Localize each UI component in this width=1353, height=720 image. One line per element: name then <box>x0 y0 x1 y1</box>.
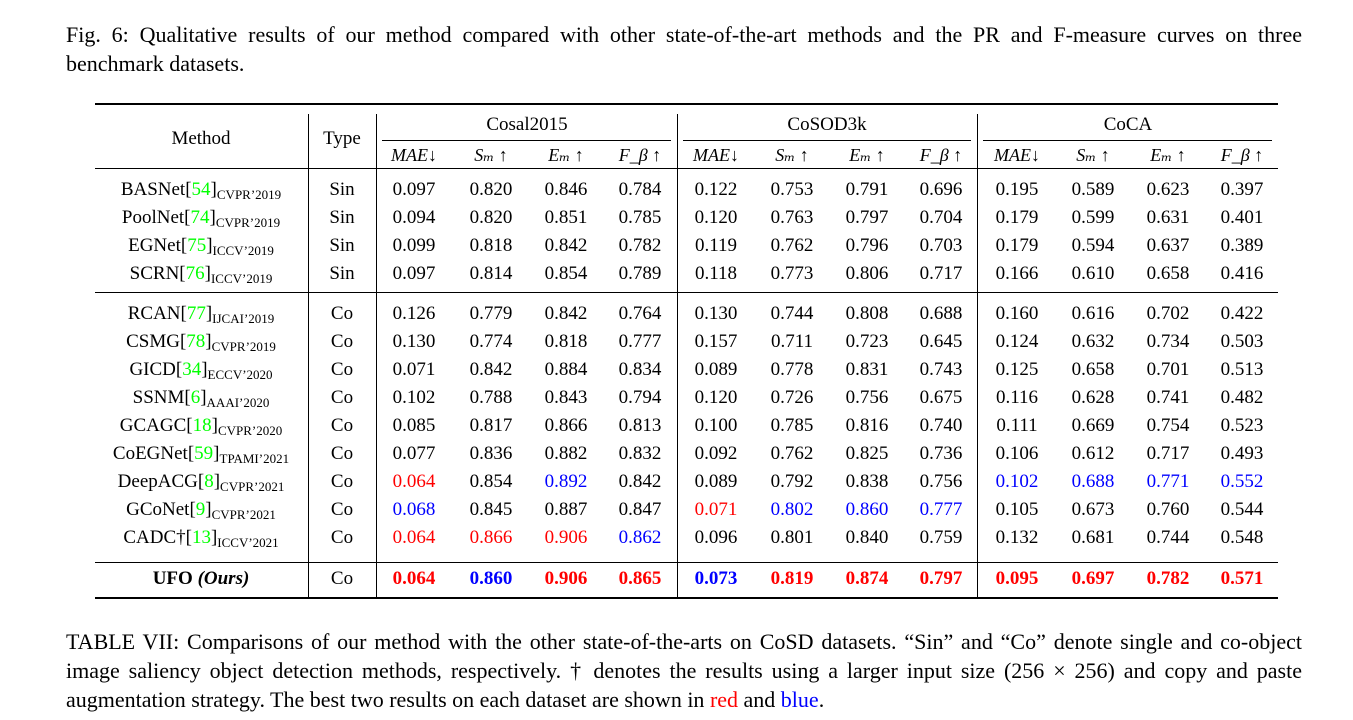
metric-value: 0.089 <box>694 471 738 492</box>
method-type: Sin <box>329 235 355 256</box>
metric-value: 0.704 <box>919 207 963 228</box>
metric-value-ours: 0.865 <box>618 568 662 589</box>
metric-value: 0.157 <box>694 331 738 352</box>
metric-value: 0.102 <box>392 387 436 408</box>
metric-value: 0.118 <box>694 263 738 284</box>
bracket: ] <box>210 179 217 200</box>
metric-value: 0.096 <box>694 527 738 548</box>
metric-value: 0.792 <box>770 471 814 492</box>
method-name <box>118 471 285 498</box>
method-label: GCoNet <box>126 499 190 520</box>
metric-value: 0.681 <box>1071 527 1115 548</box>
metric-value: 0.887 <box>544 499 588 520</box>
bracket: [ <box>189 499 196 520</box>
method-name <box>126 331 276 358</box>
metric-value: 0.736 <box>919 443 963 464</box>
dataset-header: Cosal2015 <box>486 114 568 135</box>
metric-value: 0.797 <box>845 207 889 228</box>
table-caption-middle: and <box>738 687 781 712</box>
method-name <box>120 415 282 442</box>
bracket: [ <box>197 471 205 492</box>
bracket: [ <box>180 303 187 324</box>
metric-value: 0.092 <box>694 443 738 464</box>
metric-value: 0.842 <box>544 303 588 324</box>
method-name <box>129 359 272 386</box>
metric-value: 0.779 <box>469 303 513 324</box>
bracket: ] <box>205 499 212 520</box>
citation-link[interactable]: 78 <box>186 331 206 352</box>
metric-value-ours: 0.797 <box>919 568 963 589</box>
metric-value: 0.762 <box>770 235 814 256</box>
metric-value: 0.544 <box>1220 499 1264 520</box>
header-type: Type <box>323 128 361 149</box>
metric-header: Eₘ ↑ <box>849 145 885 165</box>
metric-value: 0.623 <box>1146 179 1190 200</box>
metric-value: 0.860 <box>845 499 889 520</box>
metric-value: 0.099 <box>392 235 436 256</box>
dataset-cmidrule <box>983 140 1272 141</box>
metric-value: 0.734 <box>1146 331 1190 352</box>
method-name <box>126 499 276 526</box>
metric-value: 0.882 <box>544 443 588 464</box>
metric-value: 0.126 <box>392 303 436 324</box>
metric-value: 0.838 <box>845 471 889 492</box>
bracket: [ <box>184 207 191 228</box>
dataset-header: CoSOD3k <box>787 114 867 135</box>
method-label: CSMG <box>126 331 180 352</box>
metric-value: 0.064 <box>392 471 436 492</box>
metric-value: 0.723 <box>845 331 889 352</box>
citation-link[interactable]: 77 <box>186 303 206 324</box>
citation-link[interactable]: 76 <box>185 263 205 284</box>
metric-value: 0.132 <box>995 527 1039 548</box>
metric-value: 0.631 <box>1146 207 1190 228</box>
citation-link[interactable]: 59 <box>194 443 214 464</box>
venue-label: CVPR’2019 <box>215 215 281 230</box>
table-caption <box>66 627 1302 714</box>
method-label: GCAGC <box>119 415 187 436</box>
method-label: CADC† <box>123 527 186 548</box>
metric-value: 0.784 <box>618 179 662 200</box>
metric-value: 0.077 <box>392 443 436 464</box>
metric-value: 0.854 <box>544 263 588 284</box>
citation-link[interactable]: 6 <box>190 387 201 408</box>
bracket: ] <box>206 235 213 256</box>
citation-link[interactable]: 13 <box>191 527 211 548</box>
venue-label: TPAMI’2021 <box>219 451 290 466</box>
metric-value: 0.389 <box>1220 235 1264 256</box>
venue-label: ICCV’2019 <box>210 271 273 286</box>
method-type: Sin <box>329 179 355 200</box>
metric-value: 0.064 <box>392 527 436 548</box>
metric-value: 0.785 <box>770 415 814 436</box>
method-label: SCRN <box>129 263 180 284</box>
metric-value: 0.703 <box>919 235 963 256</box>
bracket: ] <box>205 303 213 324</box>
bracket: [ <box>187 443 195 464</box>
metric-value: 0.740 <box>919 415 963 436</box>
metric-header: Sₘ ↑ <box>1076 145 1110 165</box>
metric-value: 0.688 <box>919 303 963 324</box>
metric-value-ours: 0.819 <box>770 568 814 589</box>
method-type: Sin <box>329 263 355 284</box>
method-name <box>123 527 278 554</box>
method-name <box>133 387 270 414</box>
metric-value: 0.817 <box>469 415 513 436</box>
metric-value: 0.741 <box>1146 387 1190 408</box>
metric-value: 0.102 <box>995 471 1039 492</box>
method-label: RCAN <box>127 303 181 324</box>
method-label: SSNM <box>132 387 185 408</box>
method-name <box>128 303 275 330</box>
method-type: Co <box>330 471 354 492</box>
method-type-ours: Co <box>330 568 354 589</box>
metric-value: 0.814 <box>469 263 513 284</box>
metric-value: 0.832 <box>618 443 662 464</box>
metric-value: 0.836 <box>469 443 513 464</box>
metric-value: 0.701 <box>1146 359 1190 380</box>
metric-value: 0.658 <box>1071 359 1115 380</box>
metric-value: 0.097 <box>392 263 436 284</box>
citation-link[interactable]: 74 <box>190 207 210 228</box>
method-type: Co <box>330 359 354 380</box>
venue-label: CVPR’2019 <box>216 187 282 202</box>
metric-value: 0.808 <box>845 303 889 324</box>
metric-value: 0.179 <box>995 235 1039 256</box>
metric-value: 0.884 <box>544 359 588 380</box>
metric-header: Sₘ ↑ <box>474 145 508 165</box>
metric-value: 0.658 <box>1146 263 1190 284</box>
method-type: Co <box>330 443 354 464</box>
metric-value: 0.120 <box>694 207 738 228</box>
metric-value: 0.818 <box>544 331 588 352</box>
metric-value-ours: 0.073 <box>694 568 738 589</box>
metric-value: 0.100 <box>694 415 738 436</box>
metric-value: 0.774 <box>469 331 513 352</box>
metric-value: 0.846 <box>544 179 588 200</box>
metric-value: 0.130 <box>694 303 738 324</box>
metric-header: F_β ↑ <box>919 145 963 165</box>
metric-value: 0.645 <box>919 331 963 352</box>
venue-label: ICCV’2021 <box>217 535 279 550</box>
metric-header: MAE↓ <box>391 145 437 165</box>
citation-link[interactable]: 9 <box>195 499 206 520</box>
metric-value: 0.759 <box>919 527 963 548</box>
metric-value: 0.842 <box>469 359 513 380</box>
table-caption-red-word: red <box>709 687 739 712</box>
venue-label: CVPR’2021 <box>211 507 276 522</box>
metric-value: 0.760 <box>1146 499 1190 520</box>
metric-value: 0.401 <box>1220 207 1264 228</box>
metric-header: Eₘ ↑ <box>1150 145 1186 165</box>
metric-value: 0.616 <box>1071 303 1115 324</box>
bracket: [ <box>186 415 193 436</box>
metric-value-ours: 0.906 <box>544 568 588 589</box>
metric-value: 0.789 <box>618 263 662 284</box>
metric-value: 0.552 <box>1220 471 1264 492</box>
bracket: [ <box>179 331 187 352</box>
citation-link[interactable]: 8 <box>204 471 214 492</box>
metric-header: Eₘ ↑ <box>548 145 584 165</box>
ours-label: UFO <box>152 568 198 589</box>
metric-value: 0.589 <box>1071 179 1115 200</box>
header-method: Method <box>171 128 231 149</box>
metric-value: 0.717 <box>919 263 963 284</box>
method-type: Co <box>330 387 354 408</box>
method-type: Co <box>330 303 354 324</box>
metric-value: 0.688 <box>1071 471 1115 492</box>
metric-value: 0.854 <box>469 471 513 492</box>
metric-value: 0.744 <box>1146 527 1190 548</box>
metric-value: 0.085 <box>392 415 436 436</box>
metric-value: 0.675 <box>919 387 963 408</box>
bracket: [ <box>179 263 186 284</box>
ours-suffix: (Ours) <box>197 568 250 589</box>
metric-value: 0.482 <box>1220 387 1264 408</box>
metric-value: 0.816 <box>845 415 889 436</box>
metric-value: 0.862 <box>618 527 662 548</box>
venue-label: CVPR’2020 <box>217 423 283 438</box>
metric-value: 0.130 <box>392 331 436 352</box>
metric-value: 0.166 <box>995 263 1039 284</box>
metric-value: 0.094 <box>392 207 436 228</box>
venue-label: AAAI’2020 <box>206 395 270 410</box>
metric-value: 0.892 <box>544 471 588 492</box>
metric-value: 0.771 <box>1146 471 1190 492</box>
metric-value: 0.726 <box>770 387 814 408</box>
bracket: ] <box>213 471 221 492</box>
metric-value: 0.416 <box>1220 263 1264 284</box>
metric-value: 0.756 <box>919 471 963 492</box>
metric-value: 0.791 <box>845 179 889 200</box>
metric-value: 0.071 <box>694 499 738 520</box>
metric-value: 0.762 <box>770 443 814 464</box>
metric-value: 0.820 <box>469 207 513 228</box>
bracket: ] <box>204 263 211 284</box>
metric-value: 0.071 <box>392 359 436 380</box>
metric-value: 0.796 <box>845 235 889 256</box>
metric-value: 0.756 <box>845 387 889 408</box>
venue-label: IJCAI’2019 <box>212 311 275 326</box>
metric-value: 0.847 <box>618 499 662 520</box>
citation-link[interactable]: 34 <box>182 359 202 380</box>
metric-value: 0.754 <box>1146 415 1190 436</box>
metric-value: 0.843 <box>544 387 588 408</box>
metric-value: 0.696 <box>919 179 963 200</box>
ours-rule <box>95 562 1278 563</box>
metric-value: 0.124 <box>995 331 1039 352</box>
bracket: ] <box>200 387 207 408</box>
column-divider <box>677 114 678 598</box>
method-label: DeepACG <box>117 471 198 492</box>
bracket: ] <box>205 331 212 352</box>
metric-value: 0.782 <box>618 235 662 256</box>
citation-link[interactable]: 18 <box>192 415 212 436</box>
metric-value: 0.813 <box>618 415 662 436</box>
metric-value: 0.513 <box>1220 359 1264 380</box>
bracket: ] <box>213 443 220 464</box>
venue-label: CVPR’2021 <box>220 479 285 494</box>
metric-value: 0.125 <box>995 359 1039 380</box>
method-type: Co <box>330 415 354 436</box>
metric-value: 0.866 <box>469 527 513 548</box>
column-divider <box>977 114 978 598</box>
table-caption-suffix: . <box>818 687 825 712</box>
metric-header: Sₘ ↑ <box>775 145 809 165</box>
metric-value: 0.632 <box>1071 331 1115 352</box>
metric-value: 0.195 <box>995 179 1039 200</box>
metric-value: 0.120 <box>694 387 738 408</box>
table-caption-blue-word: blue <box>780 687 819 712</box>
method-type: Co <box>330 499 354 520</box>
metric-value: 0.717 <box>1146 443 1190 464</box>
header-rule <box>95 168 1278 169</box>
method-name <box>128 235 274 262</box>
method-name <box>121 179 281 206</box>
method-label: PoolNet <box>121 207 185 228</box>
bracket: [ <box>184 387 191 408</box>
metric-value: 0.673 <box>1071 499 1115 520</box>
figure-caption: Fig. 6: Qualitative results of our method compared with other state-of-the-art methods and the PR and F-measure curves on three benchmark datasets. <box>66 22 1302 76</box>
metric-value: 0.820 <box>469 179 513 200</box>
metric-value: 0.764 <box>618 303 662 324</box>
dataset-cmidrule <box>683 140 971 141</box>
metric-value: 0.840 <box>845 527 889 548</box>
metric-value: 0.831 <box>845 359 889 380</box>
method-label: CoEGNet <box>112 443 188 464</box>
metric-value: 0.744 <box>770 303 814 324</box>
method-name <box>113 443 289 470</box>
metric-value: 0.711 <box>770 331 814 352</box>
metric-value: 0.794 <box>618 387 662 408</box>
metric-value-ours: 0.860 <box>469 568 513 589</box>
method-name <box>130 263 273 290</box>
metric-value: 0.834 <box>618 359 662 380</box>
metric-value: 0.753 <box>770 179 814 200</box>
metric-value: 0.802 <box>770 499 814 520</box>
metric-value: 0.801 <box>770 527 814 548</box>
group-rule <box>95 292 1278 293</box>
bracket: [ <box>185 179 192 200</box>
metric-value: 0.116 <box>995 387 1039 408</box>
metric-value: 0.610 <box>1071 263 1115 284</box>
metric-value: 0.842 <box>618 471 662 492</box>
bracket: ] <box>201 359 208 380</box>
metric-value: 0.851 <box>544 207 588 228</box>
metric-value: 0.778 <box>770 359 814 380</box>
venue-label: ECCV’2020 <box>207 367 273 382</box>
citation-link[interactable]: 54 <box>191 179 211 200</box>
metric-value: 0.599 <box>1071 207 1115 228</box>
citation-link[interactable]: 75 <box>187 235 207 256</box>
metric-value-ours: 0.064 <box>392 568 436 589</box>
metric-value: 0.743 <box>919 359 963 380</box>
metric-value: 0.866 <box>544 415 588 436</box>
metric-header: MAE↓ <box>994 145 1040 165</box>
metric-value: 0.773 <box>770 263 814 284</box>
table-top-rule <box>95 103 1278 105</box>
metric-value: 0.548 <box>1220 527 1264 548</box>
metric-value: 0.119 <box>694 235 738 256</box>
metric-value: 0.160 <box>995 303 1039 324</box>
metric-value: 0.503 <box>1220 331 1264 352</box>
bracket: ] <box>209 207 216 228</box>
venue-label: CVPR’2019 <box>211 339 276 354</box>
metric-value: 0.818 <box>469 235 513 256</box>
metric-value: 0.628 <box>1071 387 1115 408</box>
metric-value: 0.068 <box>392 499 436 520</box>
metric-value: 0.763 <box>770 207 814 228</box>
metric-value: 0.842 <box>544 235 588 256</box>
metric-value-ours: 0.697 <box>1071 568 1115 589</box>
metric-value: 0.806 <box>845 263 889 284</box>
venue-label: ICCV’2019 <box>212 243 274 258</box>
metric-value: 0.612 <box>1071 443 1115 464</box>
metric-value: 0.493 <box>1220 443 1264 464</box>
metric-value: 0.845 <box>469 499 513 520</box>
metric-value: 0.825 <box>845 443 889 464</box>
method-label: EGNet <box>128 235 181 256</box>
method-label: BASNet <box>120 179 186 200</box>
method-name <box>122 207 280 234</box>
column-divider <box>376 114 377 598</box>
metric-value: 0.111 <box>996 415 1038 436</box>
metric-value: 0.397 <box>1220 179 1264 200</box>
metric-value: 0.179 <box>995 207 1039 228</box>
bracket: [ <box>175 359 183 380</box>
metric-value: 0.106 <box>995 443 1039 464</box>
metric-value: 0.105 <box>995 499 1039 520</box>
bracket: ] <box>211 415 218 436</box>
dataset-cmidrule <box>382 140 671 141</box>
metric-value: 0.906 <box>544 527 588 548</box>
bracket: ] <box>210 527 218 548</box>
method-type: Sin <box>329 207 355 228</box>
metric-value: 0.594 <box>1071 235 1115 256</box>
metric-value: 0.669 <box>1071 415 1115 436</box>
metric-header: F_β ↑ <box>1220 145 1264 165</box>
method-label: GICD <box>129 359 176 380</box>
metric-value: 0.089 <box>694 359 738 380</box>
metric-value: 0.097 <box>392 179 436 200</box>
metric-value: 0.777 <box>919 499 963 520</box>
metric-value: 0.637 <box>1146 235 1190 256</box>
dataset-header: CoCA <box>1103 114 1153 135</box>
metric-value-ours: 0.874 <box>845 568 889 589</box>
bracket: [ <box>180 235 188 256</box>
bracket: [ <box>185 527 192 548</box>
metric-header: F_β ↑ <box>618 145 662 165</box>
table-bottom-rule <box>95 597 1278 599</box>
method-name-ours <box>153 568 250 590</box>
metric-value: 0.785 <box>618 207 662 228</box>
metric-value: 0.422 <box>1220 303 1264 324</box>
method-type: Co <box>330 527 354 548</box>
method-type: Co <box>330 331 354 352</box>
metric-value-ours: 0.095 <box>995 568 1039 589</box>
metric-value: 0.122 <box>694 179 738 200</box>
metric-value: 0.523 <box>1220 415 1264 436</box>
metric-value: 0.702 <box>1146 303 1190 324</box>
metric-value: 0.777 <box>618 331 662 352</box>
table-caption-prefix: TABLE VII: Comparisons of our method with the other state-of-the-arts on CoSD datasets. “Sin” and “Co” denote single and co-object image saliency object detection methods, respectively. † denotes the results using a larger input size (256 × 256) and copy and paste augmentation strategy. The best two results on each dataset are shown in <box>66 629 1302 712</box>
metric-value: 0.788 <box>469 387 513 408</box>
metric-value-ours: 0.782 <box>1146 568 1190 589</box>
metric-value-ours: 0.571 <box>1220 568 1264 589</box>
metric-header: MAE↓ <box>693 145 739 165</box>
column-divider <box>308 114 309 598</box>
